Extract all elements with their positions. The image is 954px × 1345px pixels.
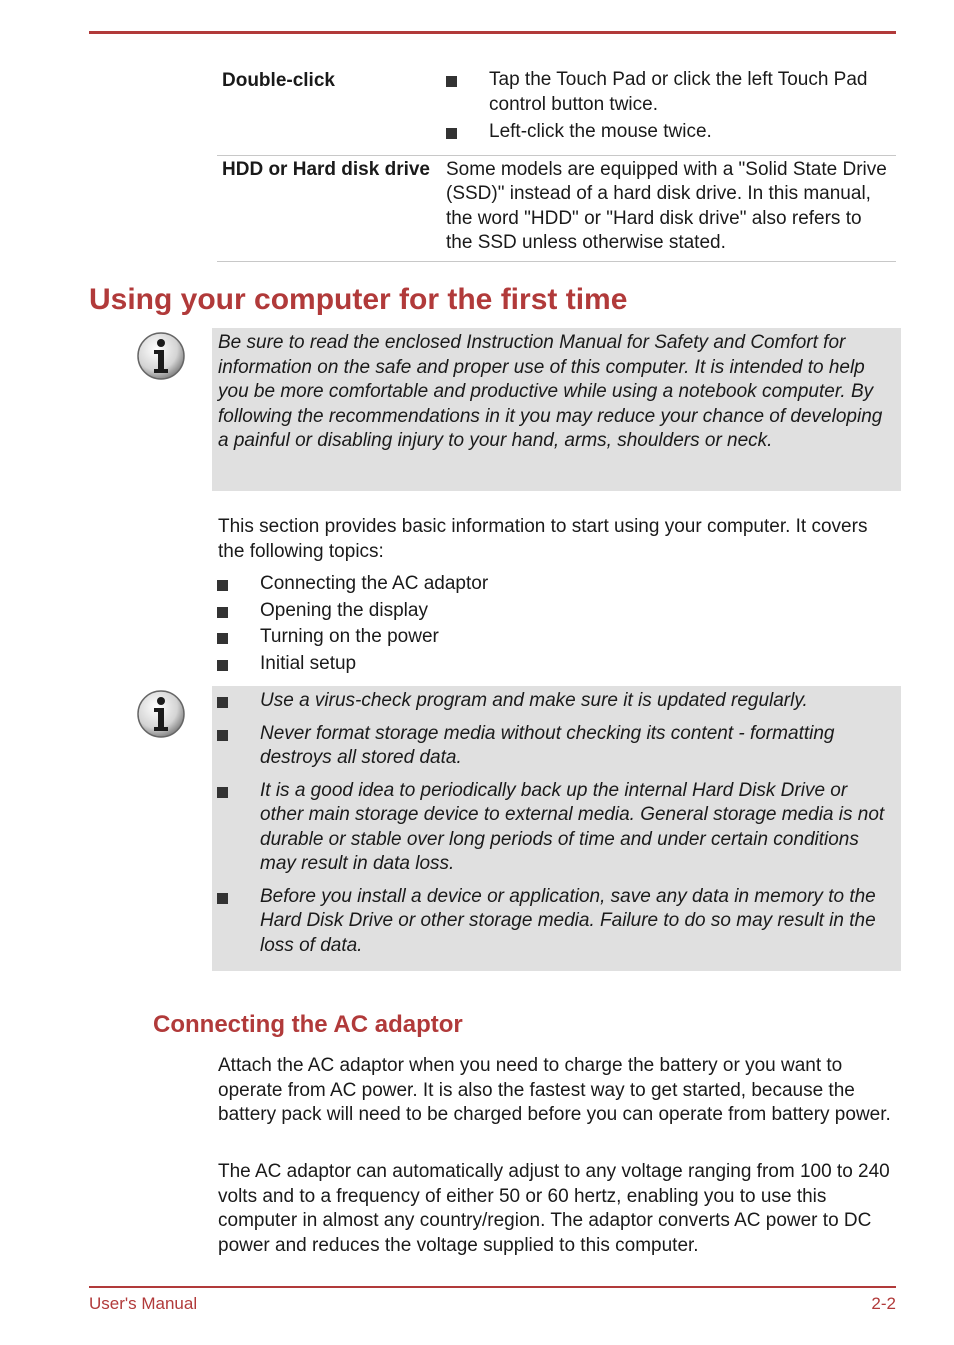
definition-bullet-list: [446, 68, 890, 145]
topics-list: [217, 572, 897, 678]
glossary-term: Double-click: [222, 70, 335, 91]
section-intro: This section provides basic information to start using your computer. It covers the following topics:: [218, 516, 868, 562]
info-icon: [136, 689, 186, 739]
glossary-term: HDD or Hard disk drive: [222, 158, 430, 180]
footer-rule: [89, 1286, 896, 1288]
section-title: Using your computer for the first time: [89, 283, 628, 316]
storage-note-item: Use a virus-check program and make sure it is updated regularly.: [217, 689, 895, 714]
glossary-definition: Some models are equipped with a "Solid State Drive (SSD)" instead of a hard disk drive. In this manual, the word "HDD" or "Hard disk drive" also refers to the SSD unless otherwise stated.: [446, 158, 887, 253]
topic-item: Turning on the power: [217, 625, 897, 650]
storage-note-item: Never format storage media without checking its content - formatting destroys all stored data.: [217, 722, 895, 771]
safety-note: [212, 328, 901, 491]
glossary-row: [217, 156, 896, 262]
topic-item: Connecting the AC adaptor: [217, 572, 897, 597]
storage-note-item: It is a good idea to periodically back up the internal Hard Disk Drive or other main storage device to external media. General storage media is not durable or stable over long periods of time and under certain conditions may result in data loss.: [217, 779, 895, 877]
subsection-paragraph: The AC adaptor can automatically adjust to any voltage ranging from 100 to 240 volts and to a frequency of either 50 or 60 hertz, enabling you to use this computer in almost any country/region. The adaptor converts AC power to DC power and reduces the voltage supplied to this computer.: [218, 1161, 890, 1256]
definition-bullet: Left-click the mouse twice.: [446, 120, 890, 145]
storage-note-list: [217, 689, 895, 958]
page-number: 2-2: [871, 1294, 896, 1313]
topic-item: Opening the display: [217, 599, 897, 624]
definition-bullet: Tap the Touch Pad or click the left Touch Pad control button twice.: [446, 68, 890, 117]
subsection-title: Connecting the AC adaptor: [153, 1011, 463, 1038]
info-icon: [136, 331, 186, 381]
glossary-row: [217, 64, 896, 156]
storage-note: [212, 686, 901, 971]
footer-title: User's Manual: [89, 1294, 198, 1313]
safety-note-text: Be sure to read the enclosed Instruction Manual for Safety and Comfort for information on the safe and proper use of this computer. It is intended to help you be more comfortable and productive while using a notebook computer. By following the recommendations in it you may reduce your chance of developing a painful or disabling injury to your hand, arms, shoulders or neck.: [218, 332, 883, 451]
topic-item: Initial setup: [217, 652, 897, 677]
storage-note-item: Before you install a device or application, save any data in memory to the Hard Disk Drive or other storage media. Failure to do so may result in the loss of data.: [217, 885, 895, 959]
subsection-paragraph: Attach the AC adaptor when you need to charge the battery or you want to operate from AC power. It is also the fastest way to get started, because the battery pack will need to be charged before you can operate from battery power.: [218, 1055, 891, 1125]
header-rule: [89, 31, 896, 34]
glossary-definition: [446, 68, 896, 148]
glossary-table: [217, 64, 896, 262]
